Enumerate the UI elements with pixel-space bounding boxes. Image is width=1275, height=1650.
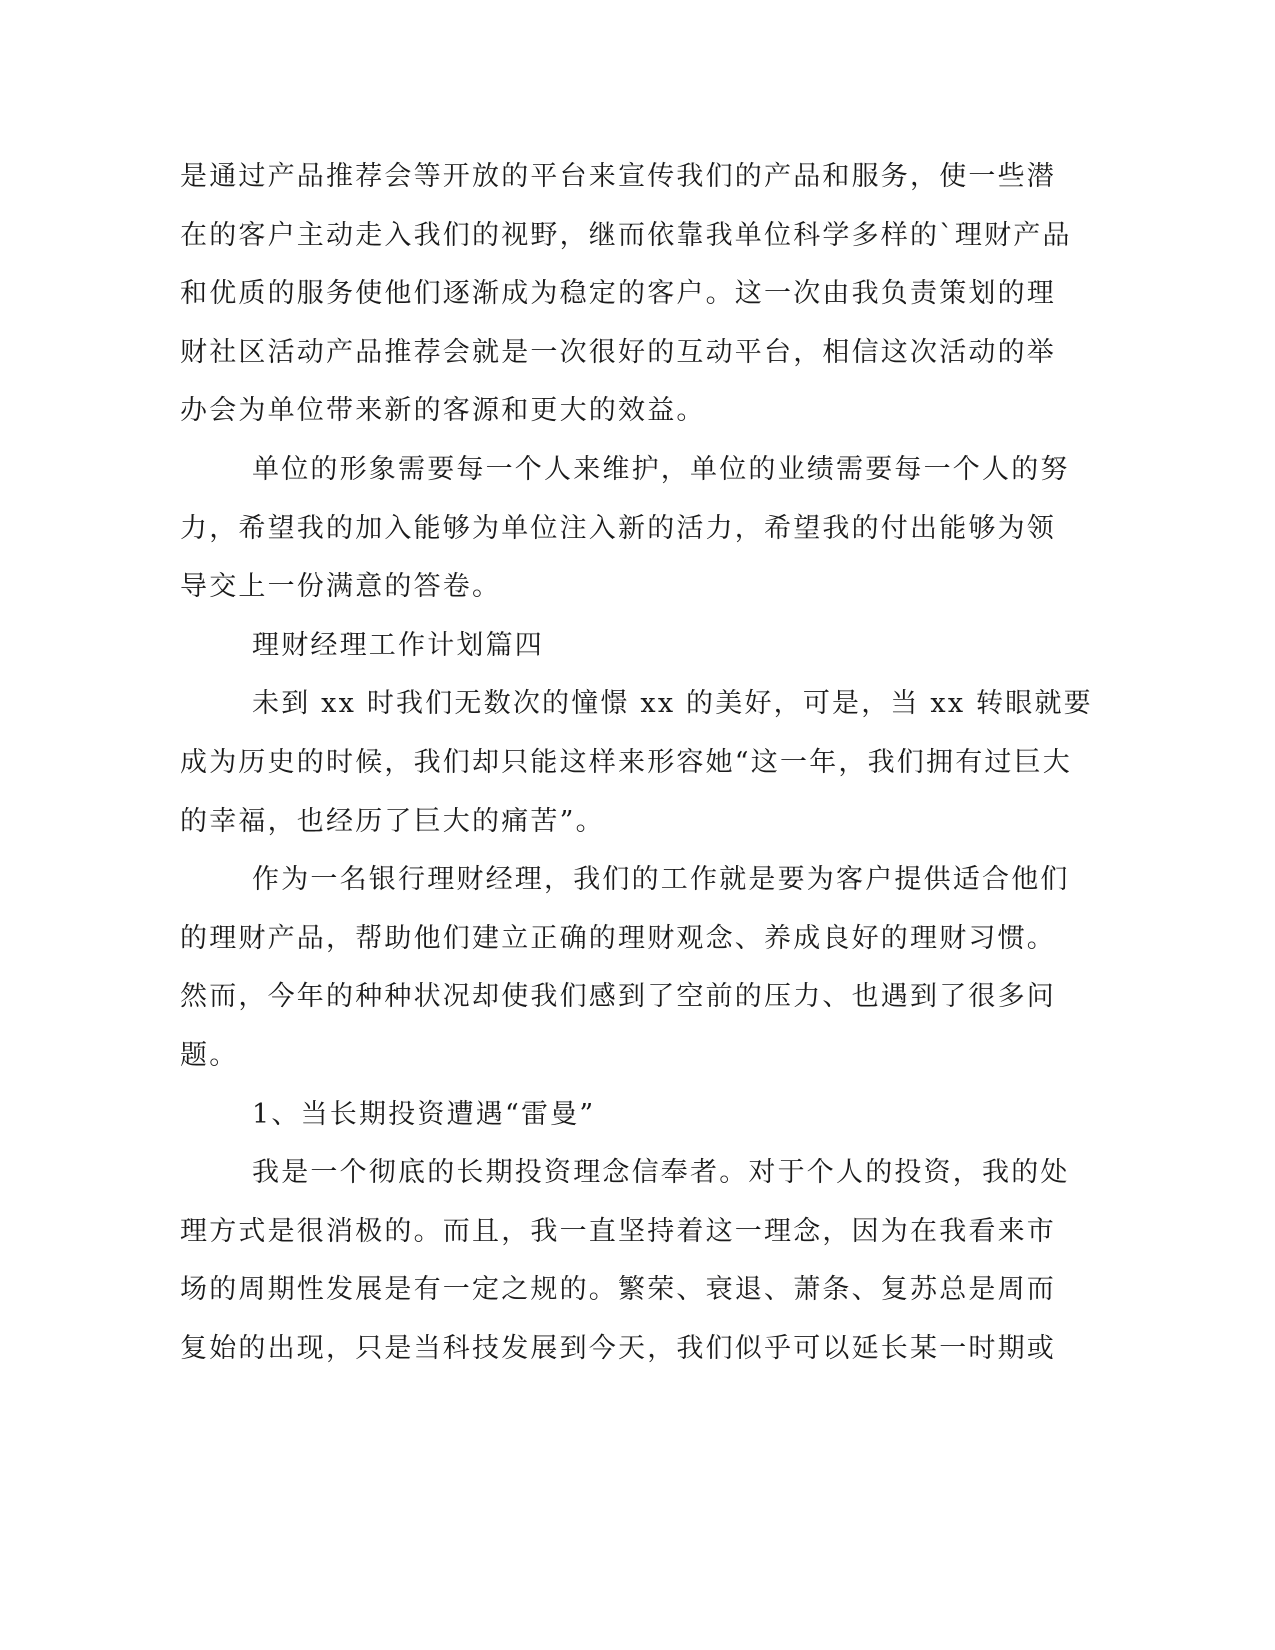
text-line: 财社区活动产品推荐会就是一次很好的互动平台，相信这次活动的举 <box>180 336 1056 368</box>
text-line: 和优质的服务使他们逐渐成为稳定的客户。这一次由我负责策划的理 <box>180 278 1056 310</box>
text-line: 我是一个彻底的长期投资理念信奉者。对于个人的投资，我的处 <box>252 1157 1070 1189</box>
text-line: 成为历史的时候，我们却只能这样来形容她“这一年，我们拥有过巨大 <box>180 746 1073 778</box>
text-line: 复始的出现，只是当科技发展到今天，我们似乎可以延长某一时期或 <box>180 1332 1056 1364</box>
text-line: 在的客户主动走入我们的视野，继而依靠我单位科学多样的`理财产品 <box>180 219 1072 251</box>
text-line: 单位的形象需要每一个人来维护，单位的业绩需要每一个人的努 <box>252 453 1070 485</box>
text-line: 题。 <box>180 1039 239 1071</box>
subheading: 1、当长期投资遭遇“雷曼” <box>252 1098 596 1130</box>
text-line: 未到 xx 时我们无数次的憧憬 xx 的美好，可是，当 xx 转眼就要 <box>252 688 1093 720</box>
text-line: 办会为单位带来新的客源和更大的效益。 <box>180 395 706 427</box>
text-line: 导交上一份满意的答卷。 <box>180 571 502 603</box>
text-line: 理方式是很消极的。而且，我一直坚持着这一理念，因为在我看来市 <box>180 1215 1056 1247</box>
text-line: 力，希望我的加入能够为单位注入新的活力，希望我的付出能够为领 <box>180 512 1056 544</box>
text-line: 的幸福，也经历了巨大的痛苦”。 <box>180 805 605 837</box>
document-page <box>180 148 1093 1378</box>
text-line: 然而，今年的种种状况却使我们感到了空前的压力、也遇到了很多问 <box>180 981 1056 1013</box>
text-line: 的理财产品，帮助他们建立正确的理财观念、养成良好的理财习惯。 <box>180 922 1056 954</box>
text-line: 是通过产品推荐会等开放的平台来宣传我们的产品和服务，使一些潜 <box>180 161 1056 192</box>
text-line: 场的周期性发展是有一定之规的。繁荣、衰退、萧条、复苏总是周而 <box>180 1274 1056 1306</box>
section-heading: 理财经理工作计划篇四 <box>252 629 544 661</box>
text-line: 作为一名银行理财经理，我们的工作就是要为客户提供适合他们 <box>252 864 1070 896</box>
